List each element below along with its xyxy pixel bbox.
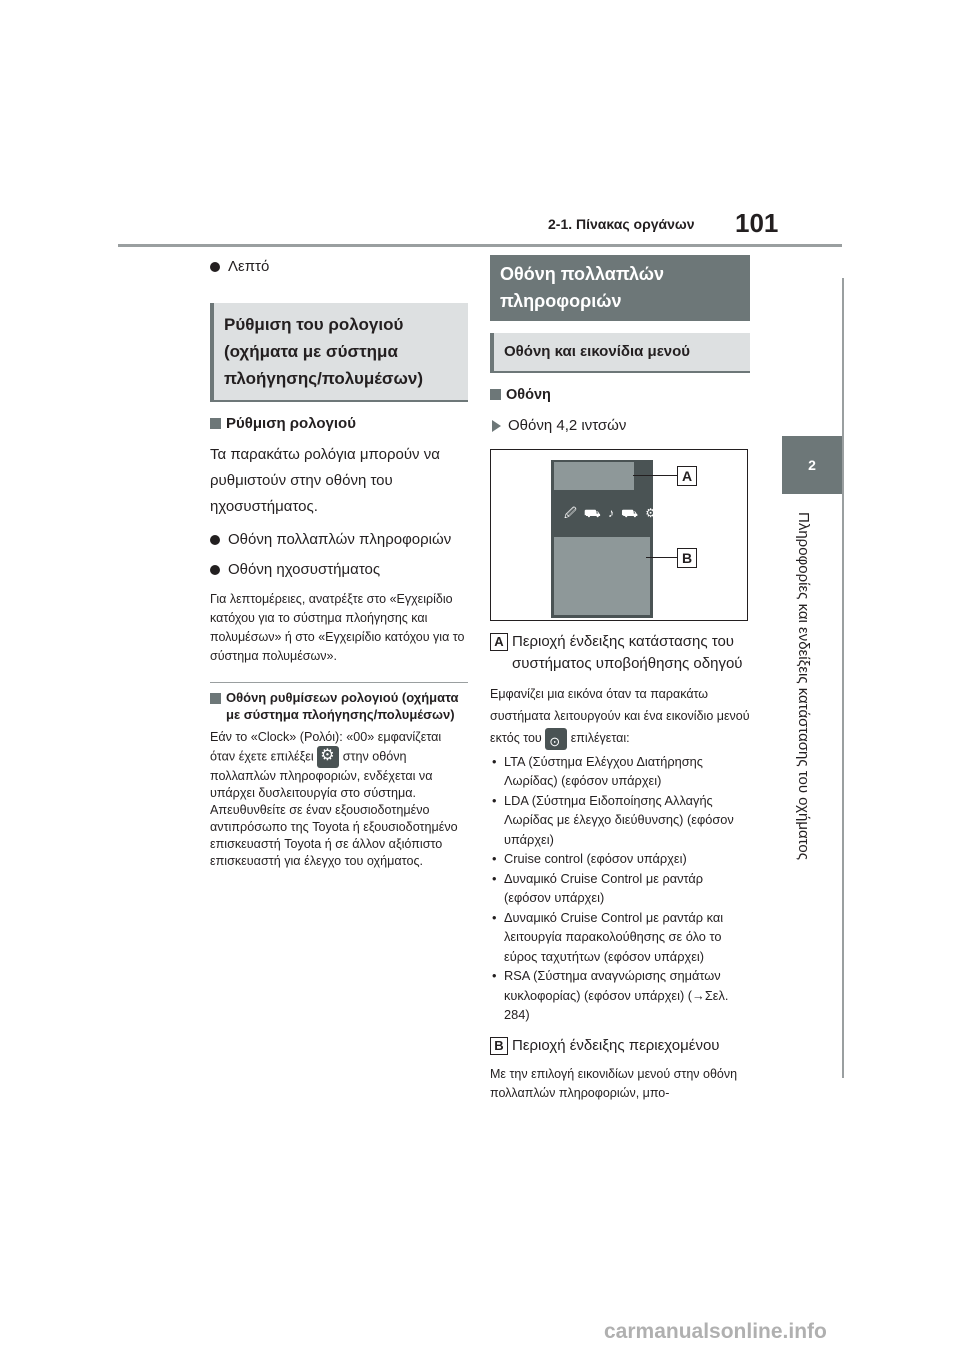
square-bullet-icon [210, 693, 221, 704]
callout-b: B [677, 548, 697, 568]
label-b-box: B [490, 1037, 508, 1055]
sub-heading: Ρύθμιση ρολογιού [210, 414, 468, 434]
page-number: 101 [735, 208, 779, 238]
display-screen [551, 460, 677, 618]
note-text: Για λεπτομέρειες, ανατρέξτε στο «Εγχειρίδιο κατόχου για το σύστημα πλοήγησης και πολυμέσων» ή στο «Εγχειρίδιο κατόχου για το σύστημα πολυμέσων». [210, 592, 465, 663]
sub-heading: Οθόνη [490, 385, 750, 405]
section-heading-box: Ρύθμιση του ρολογιού (οχήματα με σύστημα πλοήγησης/πολυμέσων) [210, 303, 468, 402]
chapter-tab: 2 [782, 436, 842, 494]
left-column [210, 255, 468, 870]
label-a-box: A [490, 633, 508, 651]
paragraph: Εμφανίζει μια εικόνα όταν τα παρακάτω συστήματα λειτουργούν και ένα εικονίδιο μενού εκτός του ⊙ επιλέγεται: [490, 683, 750, 750]
list-item: • RSA (Σύστημα αναγνώρισης σημάτων κυκλοφορίας) (εφόσον υπάρχει) (→Σελ. 284) [490, 966, 750, 1025]
settings-gear-icon [317, 746, 339, 768]
section-heading-box: Οθόνη και εικονίδια μενού [490, 333, 750, 373]
divider [210, 682, 468, 683]
bullet-item [210, 558, 468, 582]
paragraph: Εάν το «Clock» (Ρολόι): «00» εμφανίζεται όταν έχετε επιλέξει ⚙ στην οθόνη πολλαπλών πληροφοριών, ενδέχεται να υπάρχει δυσλειτουργία στο σύστημα. Απευθυνθείτε σε έναν εξουσιοδοτημένο αντιπρόσωπο της Toyota ή εξουσιοδοτημένο επισκευαστή Toyota ή σε άλλον αξιόπιστο επισκευαστή για έλεγχο του οχήματος. [210, 729, 468, 870]
triangle-item: Οθόνη 4,2 ιντσών [490, 415, 750, 437]
list-item: • Cruise control (εφόσον υπάρχει) [490, 849, 750, 869]
leader-line [646, 557, 677, 558]
side-divider [842, 278, 844, 1078]
menu-icons: 🖉 ⛟ ♪ ⛟ ⚙ ⚠ [564, 506, 677, 520]
label-a-row: A Περιοχή ένδειξης κατάστασης του συστήματος υποβοήθησης οδηγού [490, 631, 750, 675]
bullet-item [210, 528, 468, 552]
list-item: • LDA (Σύστημα Ειδοποίησης Αλλαγής Λωρίδας με έλεγχο διεύθυνσης) (εφόσον υπάρχει) [490, 791, 750, 850]
section-heading-dark: Οθόνη πολλαπλών πληροφοριών [490, 255, 750, 321]
callout-a: A [677, 466, 697, 486]
label-b-row: B Περιοχή ένδειξης περιεχομένου [490, 1035, 750, 1057]
list-item: • LTA (Σύστημα Ελέγχου Διατήρησης Λωρίδας) (εφόσον υπάρχει) [490, 752, 750, 791]
list-item: • Δυναμικό Cruise Control με ραντάρ και λειτουργία παρακολούθησης σε όλο το εύρος ταχυτήτων (εφόσον υπάρχει) [490, 908, 750, 967]
display-figure [490, 449, 748, 621]
bullet-item [210, 255, 468, 279]
paragraph: Με την επιλογή εικονιδίων μενού στην οθόνη πολλαπλών πληροφοριών, μπο- [490, 1066, 738, 1100]
right-column [490, 255, 750, 1103]
header-divider [118, 244, 842, 247]
triangle-bullet-icon [492, 420, 501, 432]
bullet-text: Οθόνη πολλαπλών πληροφοριών [228, 531, 452, 548]
chapter-title-vertical: Πληροφορίες και ενδείξεις κατάστασης του οχήματος [795, 512, 812, 860]
content-area [554, 537, 650, 615]
leader-line [633, 475, 677, 476]
bullet-text: Λεπτό [228, 258, 270, 275]
driver-assist-area [554, 462, 634, 490]
section-title: 2-1. Πίνακας οργάνων [548, 216, 695, 232]
sub-heading: Οθόνη ρυθμίσεων ρολογιού (οχήματα με σύστημα πλοήγησης/πολυμέσων) [210, 689, 468, 723]
bullet-text: Οθόνη ηχοσυστήματος [228, 561, 381, 578]
square-bullet-icon [210, 418, 221, 429]
bullet-dot [210, 262, 220, 272]
systems-list [490, 752, 750, 1025]
paragraph: Τα παρακάτω ρολόγια μπορούν να ρυθμιστούν στην οθόνη του ηχοσυστήματος. [210, 446, 440, 515]
bullet-dot [210, 565, 220, 575]
square-bullet-icon [490, 389, 501, 400]
driver-assist-icon [545, 728, 567, 750]
list-item: • Δυναμικό Cruise Control με ραντάρ (εφόσον υπάρχει) [490, 869, 750, 908]
watermark-text: carmanualsonline.info [604, 1320, 827, 1343]
bullet-dot [210, 535, 220, 545]
